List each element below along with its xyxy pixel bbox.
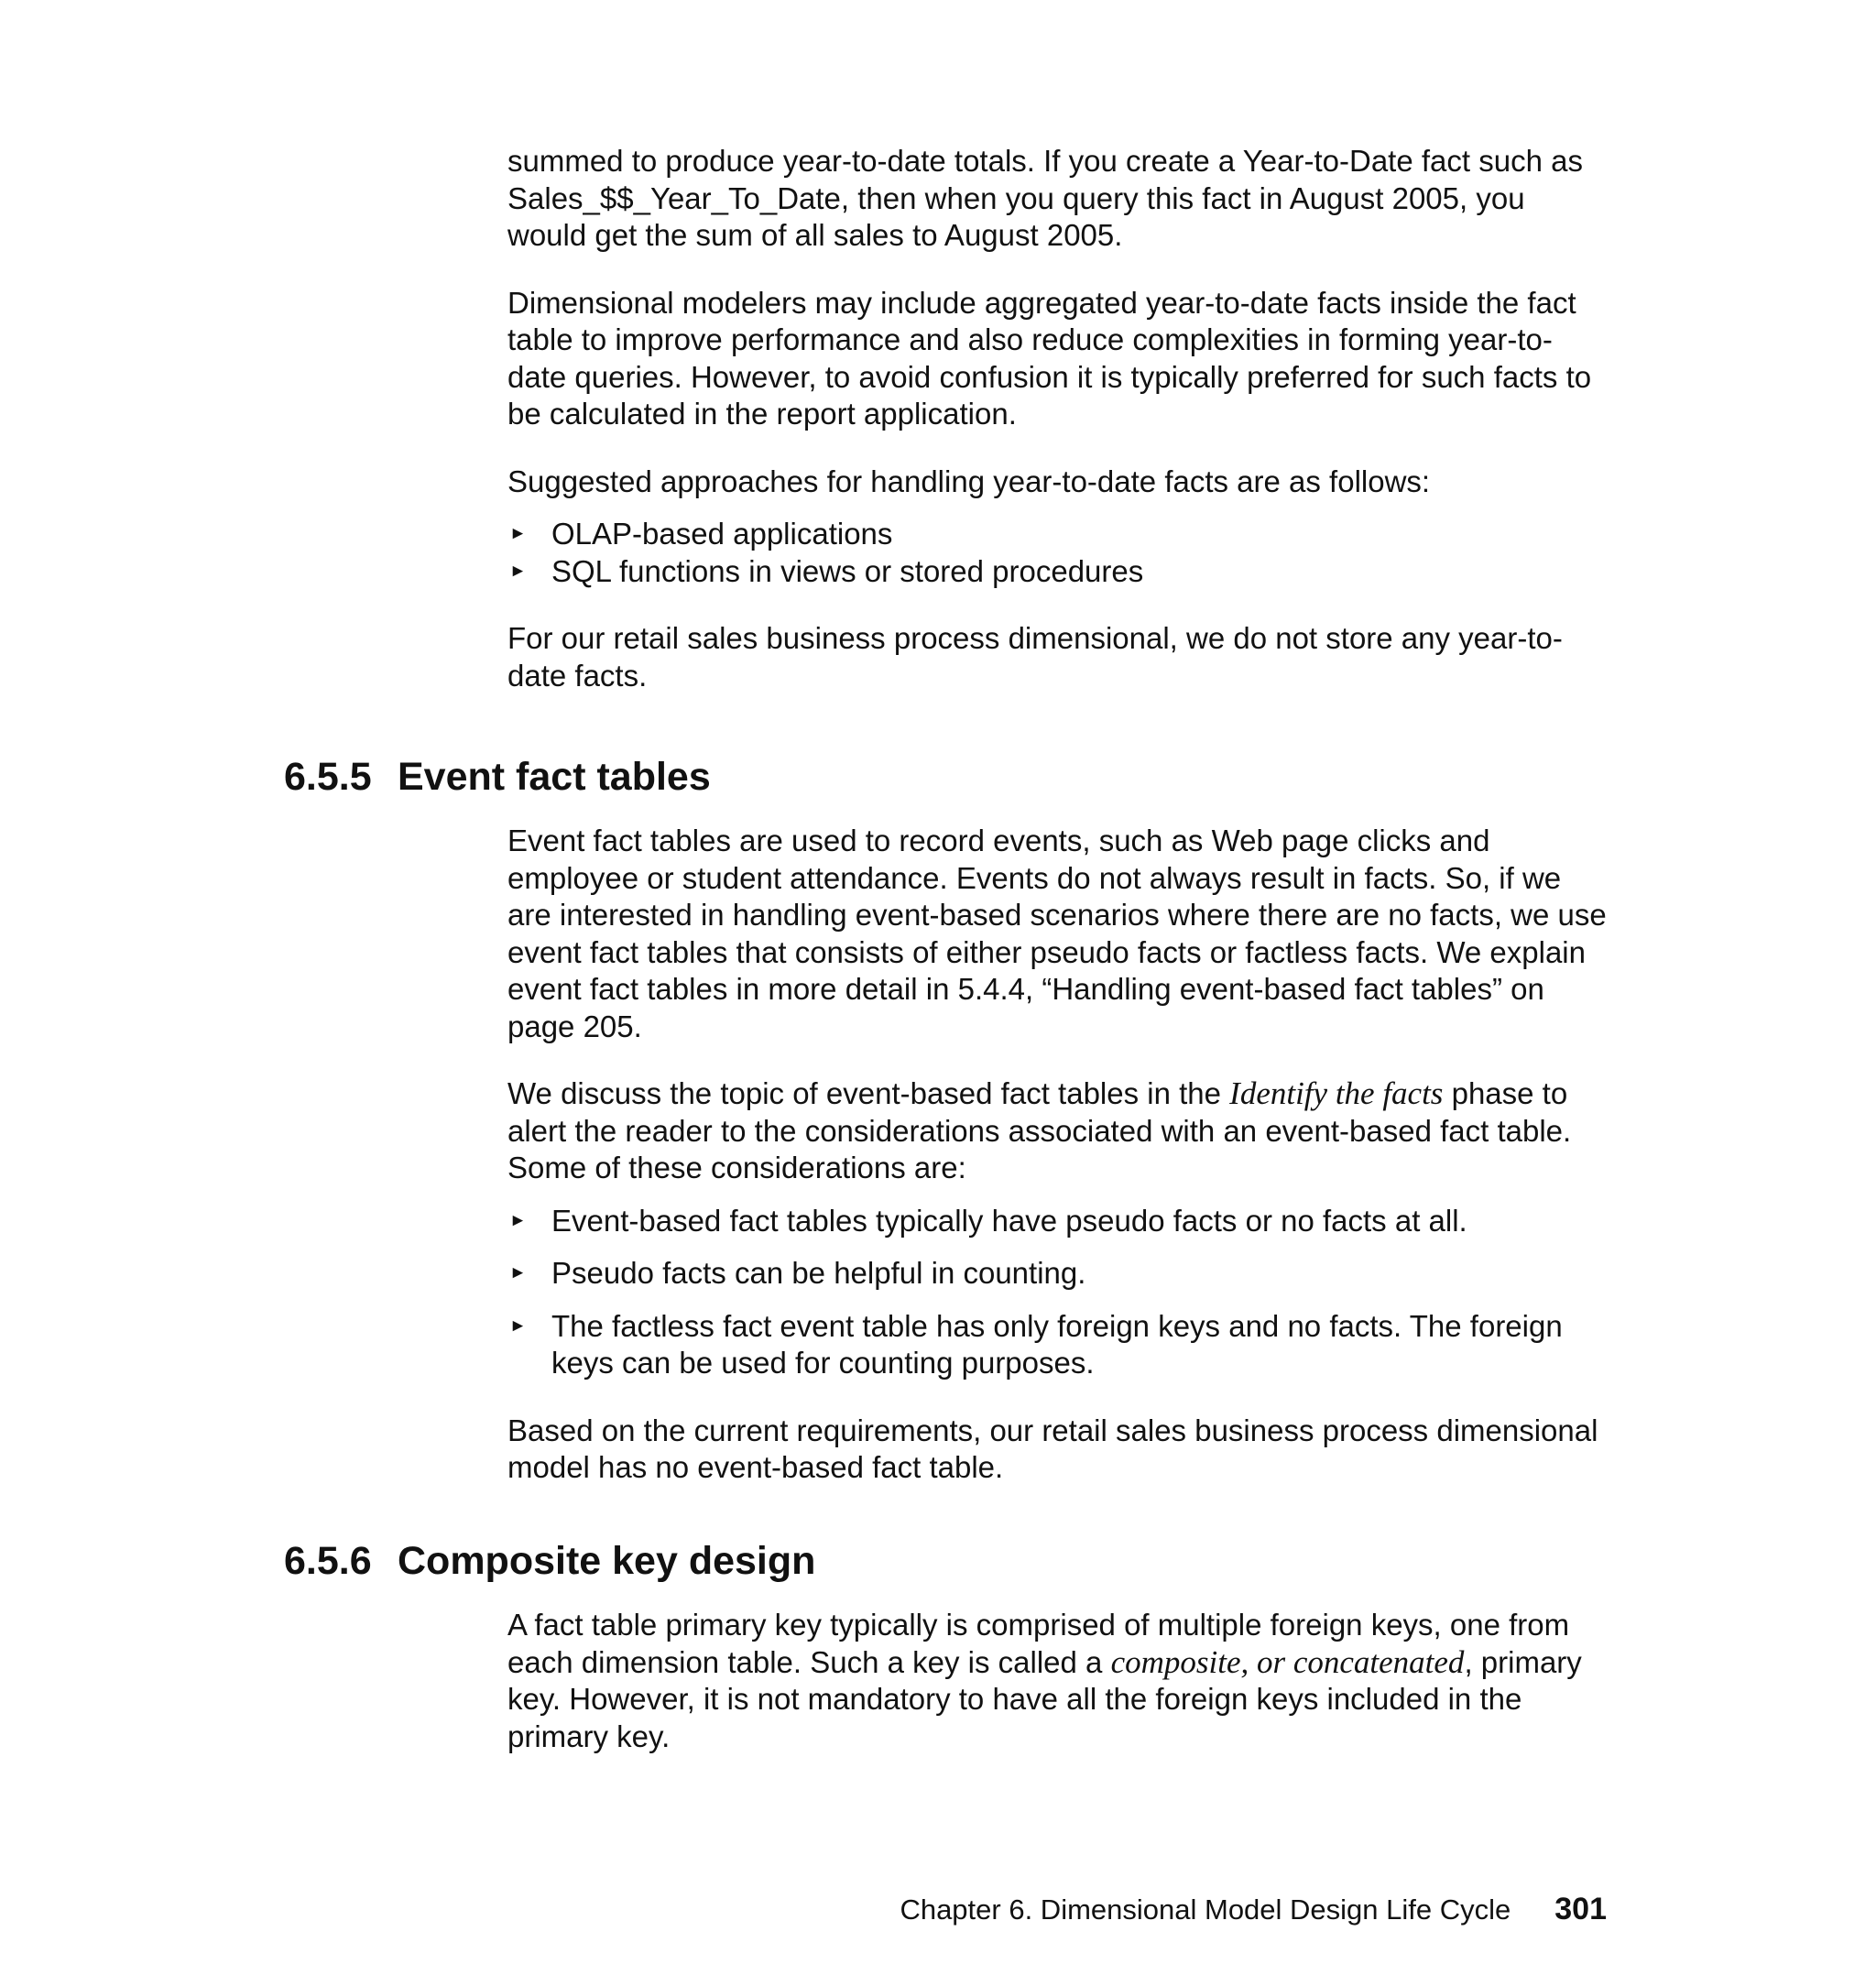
intro-bullet-list: [507, 516, 1607, 590]
list-item: [507, 1203, 1607, 1240]
chapter-title: Chapter 6. Dimensional Model Design Life Cycle: [900, 1893, 1511, 1926]
bullet-arrow-icon: ►: [509, 561, 527, 581]
bullet-arrow-icon: ►: [509, 1210, 527, 1230]
list-item-text: Event-based fact tables typically have pseudo facts or no facts at all.: [551, 1203, 1467, 1238]
section-title: Composite key design: [398, 1539, 816, 1583]
page-number: 301: [1554, 1892, 1607, 1926]
text-run: phase to alert the reader to the considerations associated with an event-based fact table. Some of these considerations are:: [507, 1076, 1572, 1184]
section-655-paragraph-1: Event fact tables are used to record events, such as Web page clicks and employee or student attendance. Events do not always result in facts. So, if we are interested in handling event-based scenarios where there are no facts, we use event fact tables that consists of either pseudo facts or factless facts. We explain event fact tables in more detail in 5.4.4, “Handling event-based fact tables” on page 205.: [507, 824, 1607, 1043]
intro-paragraph-4: For our retail sales business process dimensional, we do not store any year-to-date facts.: [507, 621, 1563, 693]
section-heading-655: [284, 754, 711, 800]
section-title: Event fact tables: [398, 755, 711, 799]
list-item-text: SQL functions in views or stored procedures: [551, 553, 1144, 588]
section-number: 6.5.6: [284, 1539, 372, 1583]
list-item: [507, 1308, 1607, 1382]
list-item: [507, 1255, 1607, 1293]
italic-term: Identify the facts: [1229, 1075, 1444, 1111]
intro-block: [507, 143, 1607, 694]
section-656-body: [507, 1607, 1607, 1755]
list-item: [507, 516, 1607, 553]
text-run: A fact table primary key typically is comprised of multiple foreign keys, one from each dimension table. Such a key is called a: [507, 1608, 1570, 1679]
intro-paragraph-2: Dimensional modelers may include aggregated year-to-date facts inside the fact table to improve performance and also reduce complexities in forming year-to-date queries. However, to avoid confusion it is typically preferred for such facts to be calculated in the report application.: [507, 285, 1592, 431]
list-item-text: Pseudo facts can be helpful in counting.: [551, 1256, 1086, 1290]
section-655-paragraph-3: Based on the current requirements, our retail sales business process dimensional model has no event-based fact table.: [507, 1413, 1598, 1484]
italic-term: composite, or concatenated: [1110, 1643, 1465, 1680]
section-heading-656: [284, 1538, 815, 1584]
section-655-paragraph-2: [507, 1075, 1607, 1187]
bullet-arrow-icon: ►: [509, 1263, 527, 1282]
page-footer: [900, 1891, 1607, 1928]
list-item-text: The factless fact event table has only foreign keys and no facts. The foreign keys can be used for counting purposes.: [551, 1308, 1563, 1380]
section-655-bullet-list: [507, 1203, 1607, 1382]
list-item-text: OLAP-based applications: [551, 517, 893, 551]
text-run: We discuss the topic of event-based fact tables in the: [507, 1076, 1230, 1110]
bullet-arrow-icon: ►: [509, 1315, 527, 1336]
section-number: 6.5.5: [284, 755, 372, 799]
text-run: , primary key. However, it is not mandatory to have all the foreign keys included in the primary key.: [507, 1644, 1582, 1753]
intro-paragraph-1: summed to produce year-to-date totals. If you create a Year-to-Date fact such as Sales_$$_Year_To_Date, then when you query this fact in August 2005, you would get the sum of all sales to August 2005.: [507, 144, 1583, 252]
section-656-paragraph-1: [507, 1607, 1607, 1755]
intro-paragraph-3: Suggested approaches for handling year-to-date facts are as follows:: [507, 464, 1431, 498]
bullet-arrow-icon: ►: [509, 524, 527, 543]
list-item: [507, 553, 1607, 591]
section-655-body: [507, 823, 1607, 1487]
